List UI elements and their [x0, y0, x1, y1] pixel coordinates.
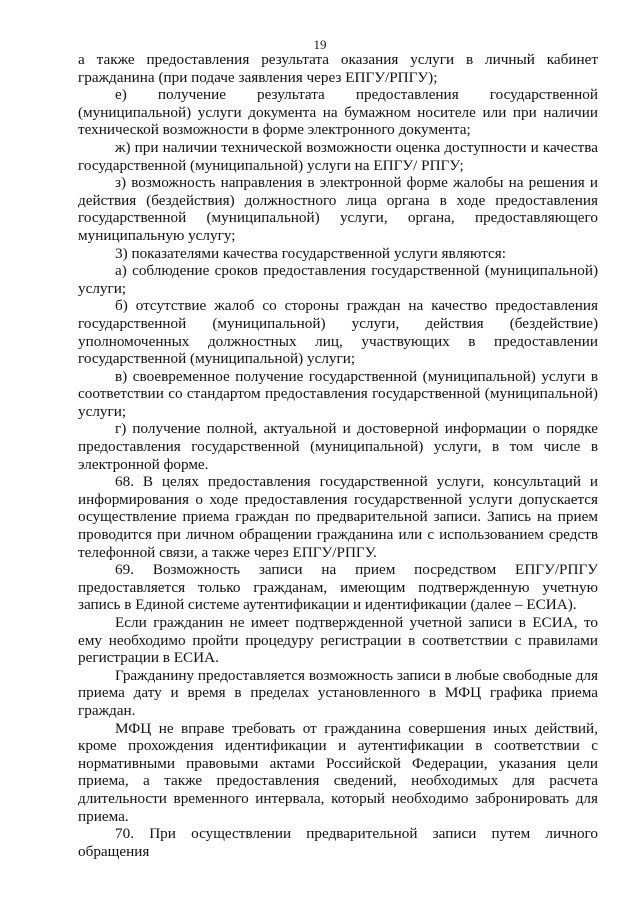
- paragraph-continuation: а также предоставления результата оказания услуги в личный кабинет гражданина (при подаче заявления через ЕПГУ/РПГУ);: [78, 51, 598, 86]
- paragraph-mfc-requirements: МФЦ не вправе требовать от гражданина совершения иных действий, кроме прохождения идентификации и аутентификации в соответствии с нормативными правовыми актами Российской Федерации, указания цели приема, а также предоставления сведений, необходимых для расчета длительности временного интервала, который необходимо забронировать для приема.: [78, 719, 598, 825]
- paragraph-item-e: е) получение результата предоставления государственной (муниципальной) услуги документа на бумажном носителе или при наличии технической возможности в форме электронного документа;: [78, 86, 598, 139]
- paragraph-quality-a: а) соблюдение сроков предоставления государственной (муниципальной) услуги;: [78, 262, 598, 297]
- paragraph-esia-registration: Если гражданин не имеет подтвержденной учетной записи в ЕСИА, то ему необходимо пройти процедуру регистрации в соответствии с правилами регистрации в ЕСИА.: [78, 614, 598, 667]
- paragraph-quality-indicators: 3) показателями качества государственной услуги являются:: [115, 244, 506, 262]
- paragraph-quality-b: б) отсутствие жалоб со стороны граждан на качество предоставления государственной (муниципальной) услуги, действия (бездействие) уполномоченных должностных лиц, участвующих в предоставлении государственной (муниципальной) услуги;: [78, 297, 598, 368]
- paragraph-item-z: з) возможность направления в электронной форме жалобы на решения и действия (бездействия) должностного лица органа в ходе предоставления государственной (муниципальной) услуги, органа, предоставляющего муниципальную услугу;: [78, 174, 598, 244]
- document-body: [78, 51, 598, 860]
- paragraph-appointment-time: Гражданину предоставляется возможность записи в любые свободные для приема дату и время в пределах установленного в МФЦ графика приема граждан.: [78, 666, 598, 719]
- paragraph-68: 68. В целях предоставления государственной услуги, консультаций и информирования о ходе предоставления государственной услуги допускается осуществление приема граждан по предварительной записи. Запись на прием проводится при личном обращении гражданина или с использованием средств телефонной связи, а также через ЕПГУ/РПГУ.: [78, 473, 598, 561]
- paragraph-quality-g: г) получение полной, актуальной и достоверной информации о порядке предоставления государственной (муниципальной) услуги, в том числе в электронной форме.: [78, 420, 598, 473]
- page-number: 19: [313, 37, 327, 52]
- paragraph-69: 69. Возможность записи на прием посредством ЕПГУ/РПГУ предоставляется только гражданам, имеющим подтвержденную учетную запись в Единой системе аутентификации и идентификации (далее – ЕСИА).: [78, 561, 598, 614]
- paragraph-70: 70. При осуществлении предварительной записи путем личного обращения: [78, 825, 598, 860]
- paragraph-quality-v: в) своевременное получение государственной (муниципальной) услуги в соответствии со стандартом предоставления государственной (муниципальной) услуги;: [78, 367, 598, 420]
- paragraph-item-zh: ж) при наличии технической возможности оценка доступности и качества государственной (муниципальной) услуги на ЕПГУ/ РПГУ;: [78, 138, 598, 174]
